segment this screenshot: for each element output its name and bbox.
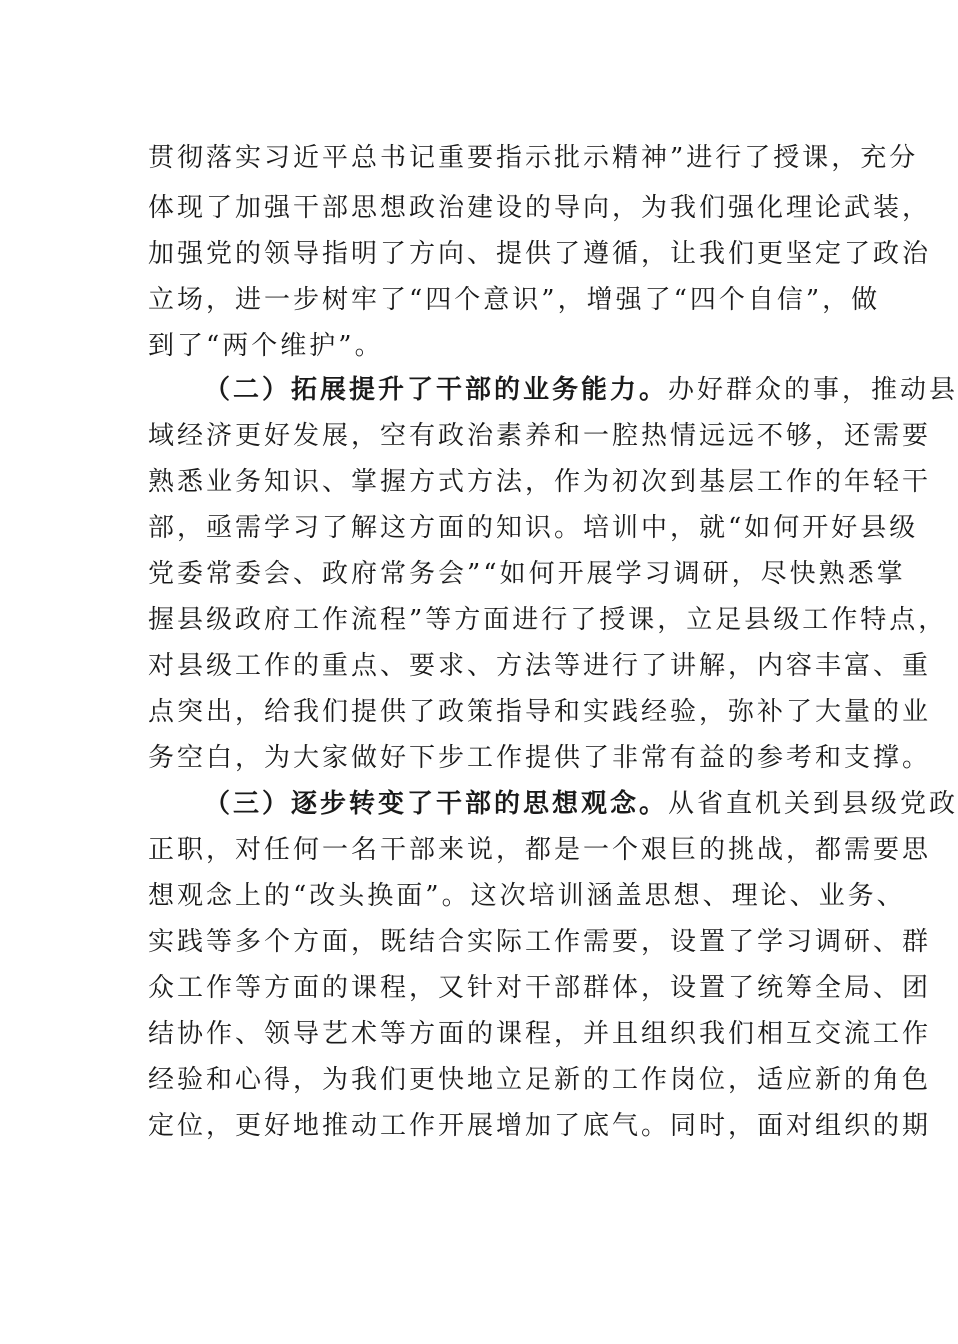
text-line: 部，亟需学习了解这方面的知识。培训中，就“如何开好县级 [148,513,919,543]
text-line: 众工作等方面的课程，又针对干部群体，设置了统筹全局、团 [148,973,932,1003]
paragraph-first-line [148,364,958,416]
text-line: 务空白，为大家做好下步工作提供了非常有益的参考和支撑。 [148,743,932,773]
text-line: 加强党的领导指明了方向、提供了遵循，让我们更坚定了政治 [148,239,932,269]
text-run: 从省直机关到县级党政 [668,789,958,819]
text-line: 党委常委会、政府常务会”“如何开展学习调研，尽快熟悉掌 [148,559,906,589]
text-line: 熟悉业务知识、掌握方式方法，作为初次到基层工作的年轻干 [148,467,932,497]
text-line: 结协作、领导艺术等方面的课程，并且组织我们相互交流工作 [148,1019,932,1049]
text-line: 定位，更好地推动工作开展增加了底气。同时，面对组织的期 [148,1111,932,1141]
text-line: 实践等多个方面，既结合实际工作需要，设置了学习调研、群 [148,927,932,957]
text-line: 到了“两个维护”。 [148,331,384,361]
text-line: 握县级政府工作流程”等方面进行了授课，立足县级工作特点， [148,605,948,635]
text-line: 域经济更好发展，空有政治素养和一腔热情远远不够，还需要 [148,421,932,451]
section-heading: （三）逐步转变了干部的思想观念。 [204,789,669,819]
text-line: 想观念上的“改头换面”。这次培训涵盖思想、理论、业务、 [148,881,906,911]
section-heading: （二）拓展提升了干部的业务能力。 [204,375,669,405]
text-line: 贯彻落实习近平总书记重要指示批示精神”进行了授课，充分 [148,143,919,173]
paragraph-first-line [148,778,958,830]
text-run: 办好群众的事，推动县 [668,375,958,405]
text-line: 立场，进一步树牢了“四个意识”，增强了“四个自信”，做 [148,285,881,315]
text-line: 点突出，给我们提供了政策指导和实践经验，弥补了大量的业 [148,697,932,727]
text-line: 正职，对任何一名干部来说，都是一个艰巨的挑战，都需要思 [148,835,932,865]
text-line: 体现了加强干部思想政治建设的导向，为我们强化理论武装， [148,193,932,223]
text-line: 对县级工作的重点、要求、方法等进行了讲解，内容丰富、重 [148,651,932,681]
text-line: 经验和心得，为我们更快地立足新的工作岗位，适应新的角色 [148,1065,932,1095]
